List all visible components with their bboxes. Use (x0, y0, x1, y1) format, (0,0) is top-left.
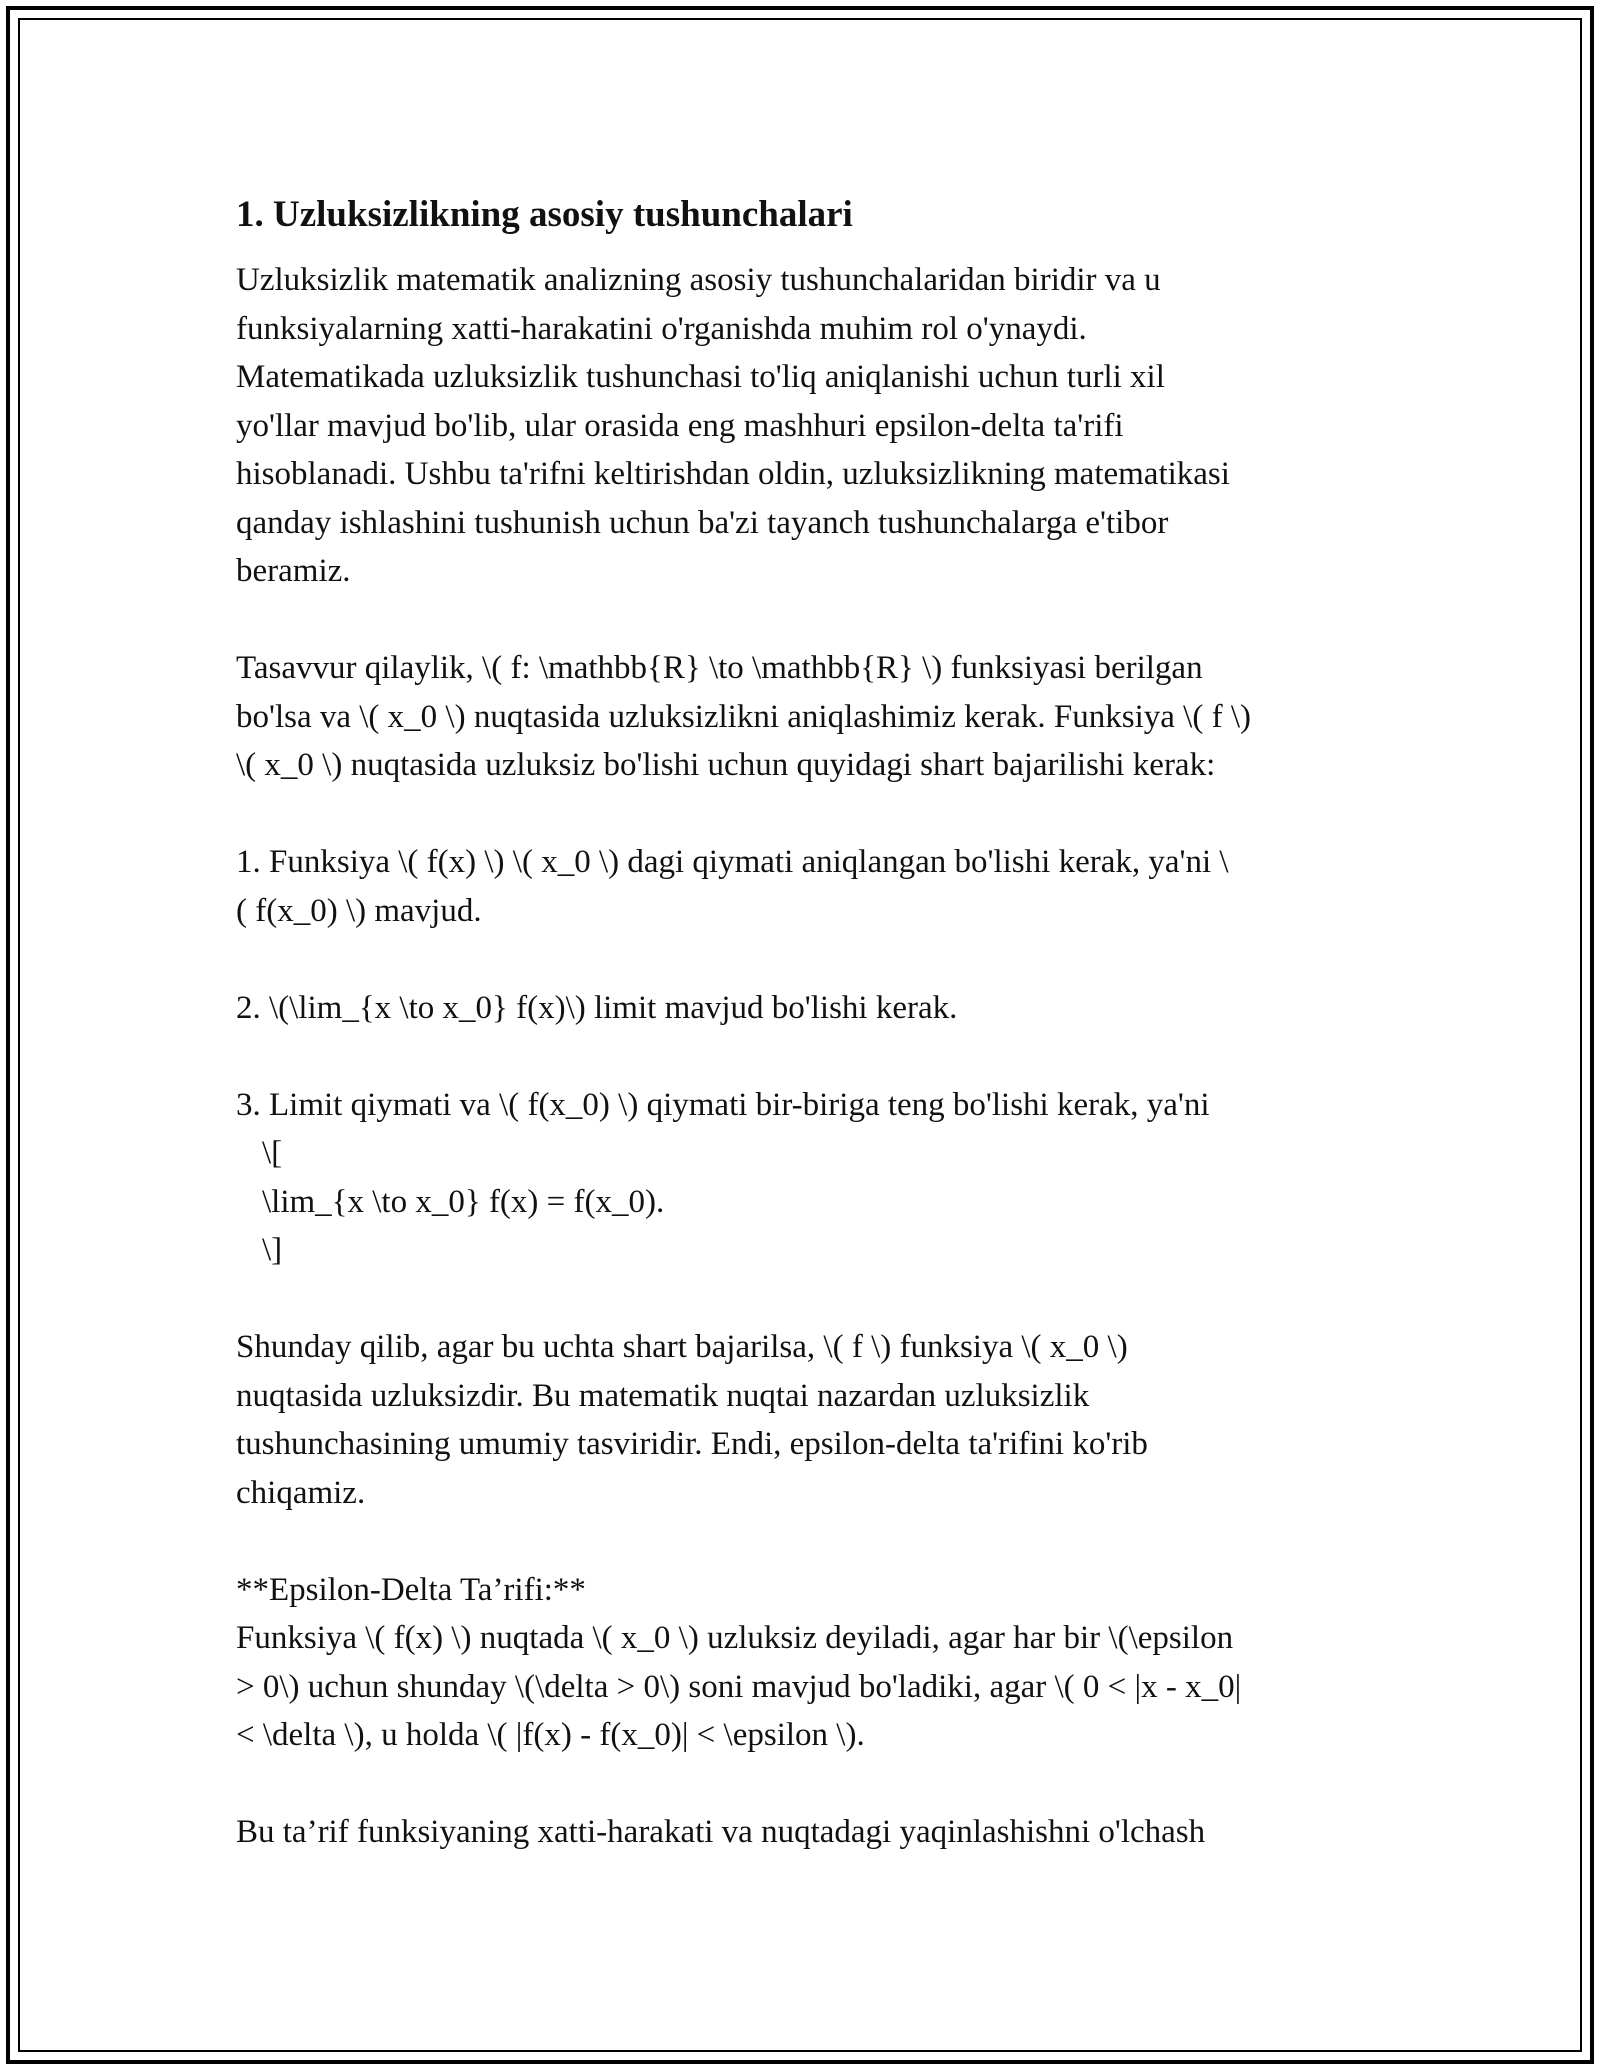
paragraph-gap (236, 1760, 1366, 1809)
text-line: Matematikada uzluksizlik tushunchasi to'liq aniqlanishi uchun turli xil (236, 359, 1165, 395)
text-line: hisoblanadi. Ushbu ta'rifni keltirishdan oldin, uzluksizlikning matematikasi (236, 456, 1230, 492)
text-line: ( f(x_0) \) mavjud. (236, 892, 482, 929)
section-heading: 1. Uzluksizlikning asosiy tushunchalari (236, 194, 853, 235)
text-line: 3. Limit qiymati va \( f(x_0) \) qiymati bir-biriga teng bo'lishi kerak, ya'ni (236, 1086, 1210, 1123)
text-line: < \delta \), u holda \( |f(x) - f(x_0)| < \epsilon \). (236, 1717, 865, 1753)
text-line: 2. \(\lim_{x \to x_0} f(x)\) limit mavjud bo'lishi kerak. (236, 989, 958, 1026)
final-paragraph (236, 1808, 1366, 1857)
text-line: Tasavvur qilaylik, \( f: \mathbb{R} \to \mathbb{R} \) funksiyasi berilgan (236, 650, 1203, 686)
paragraph-gap (236, 790, 1366, 839)
paragraph-gap (236, 1517, 1366, 1566)
text-line: bo'lsa va \( x_0 \) nuqtasida uzluksizlikni aniqlashimiz kerak. Funksiya \( f \) (236, 698, 1251, 735)
text-line: beramiz. (236, 553, 351, 589)
condition-2 (236, 984, 1366, 1033)
text-line: > 0\) uchun shunday \(\delta > 0\) soni mavjud bo'ladiki, agar \( 0 < |x - x_0| (236, 1668, 1242, 1705)
text-line: Uzluksizlik matematik analizning asosiy tushunchalaridan biridir va u (236, 262, 1161, 298)
text-line: funksiyalarning xatti-harakatini o'rganishda muhim rol o'ynaydi. (236, 310, 1087, 347)
epsilon-delta-paragraph (236, 1566, 1366, 1760)
condition-1 (236, 838, 1366, 935)
math-block-line: \] (262, 1232, 283, 1268)
intro-paragraph (236, 256, 1366, 596)
document-body (236, 188, 1366, 1857)
summary-paragraph (236, 1323, 1366, 1517)
paragraph-gap (236, 1032, 1366, 1081)
text-line: tushunchasining umumiy tasviridir. Endi, epsilon-delta ta'rifini ko'rib (236, 1426, 1148, 1462)
math-block-line: \[ (262, 1135, 283, 1171)
paragraph-gap (236, 935, 1366, 984)
epsilon-delta-title: **Epsilon-Delta Ta’rifi:** (236, 1571, 586, 1608)
text-line: Shunday qilib, agar bu uchta shart bajarilsa, \( f \) funksiya \( x_0 \) (236, 1329, 1128, 1365)
condition-3 (236, 1081, 1366, 1275)
text-line: \( x_0 \) nuqtasida uzluksiz bo'lishi uchun quyidagi shart bajarilishi kerak: (236, 747, 1216, 783)
setup-paragraph (236, 644, 1366, 790)
text-line: nuqtasida uzluksizdir. Bu matematik nuqtai nazardan uzluksizlik (236, 1377, 1090, 1414)
text-line: Funksiya \( f(x) \) nuqtada \( x_0 \) uzluksiz deyiladi, agar har bir \(\epsilon (236, 1620, 1234, 1656)
text-line: 1. Funksiya \( f(x) \) \( x_0 \) dagi qiymati aniqlangan bo'lishi kerak, ya'ni \ (236, 844, 1229, 880)
text-line: yo'llar mavjud bo'lib, ular orasida eng mashhuri epsilon-delta ta'rifi (236, 407, 1124, 444)
paragraph-gap (236, 596, 1366, 645)
paragraph-gap (236, 1275, 1366, 1324)
text-line: chiqamiz. (236, 1474, 366, 1511)
text-line: Bu ta’rif funksiyaning xatti-harakati va nuqtadagi yaqinlashishni o'lchash (236, 1814, 1206, 1850)
text-line: qanday ishlashini tushunish uchun ba'zi tayanch tushunchalarga e'tibor (236, 504, 1169, 541)
math-block-line: \lim_{x \to x_0} f(x) = f(x_0). (262, 1183, 665, 1220)
